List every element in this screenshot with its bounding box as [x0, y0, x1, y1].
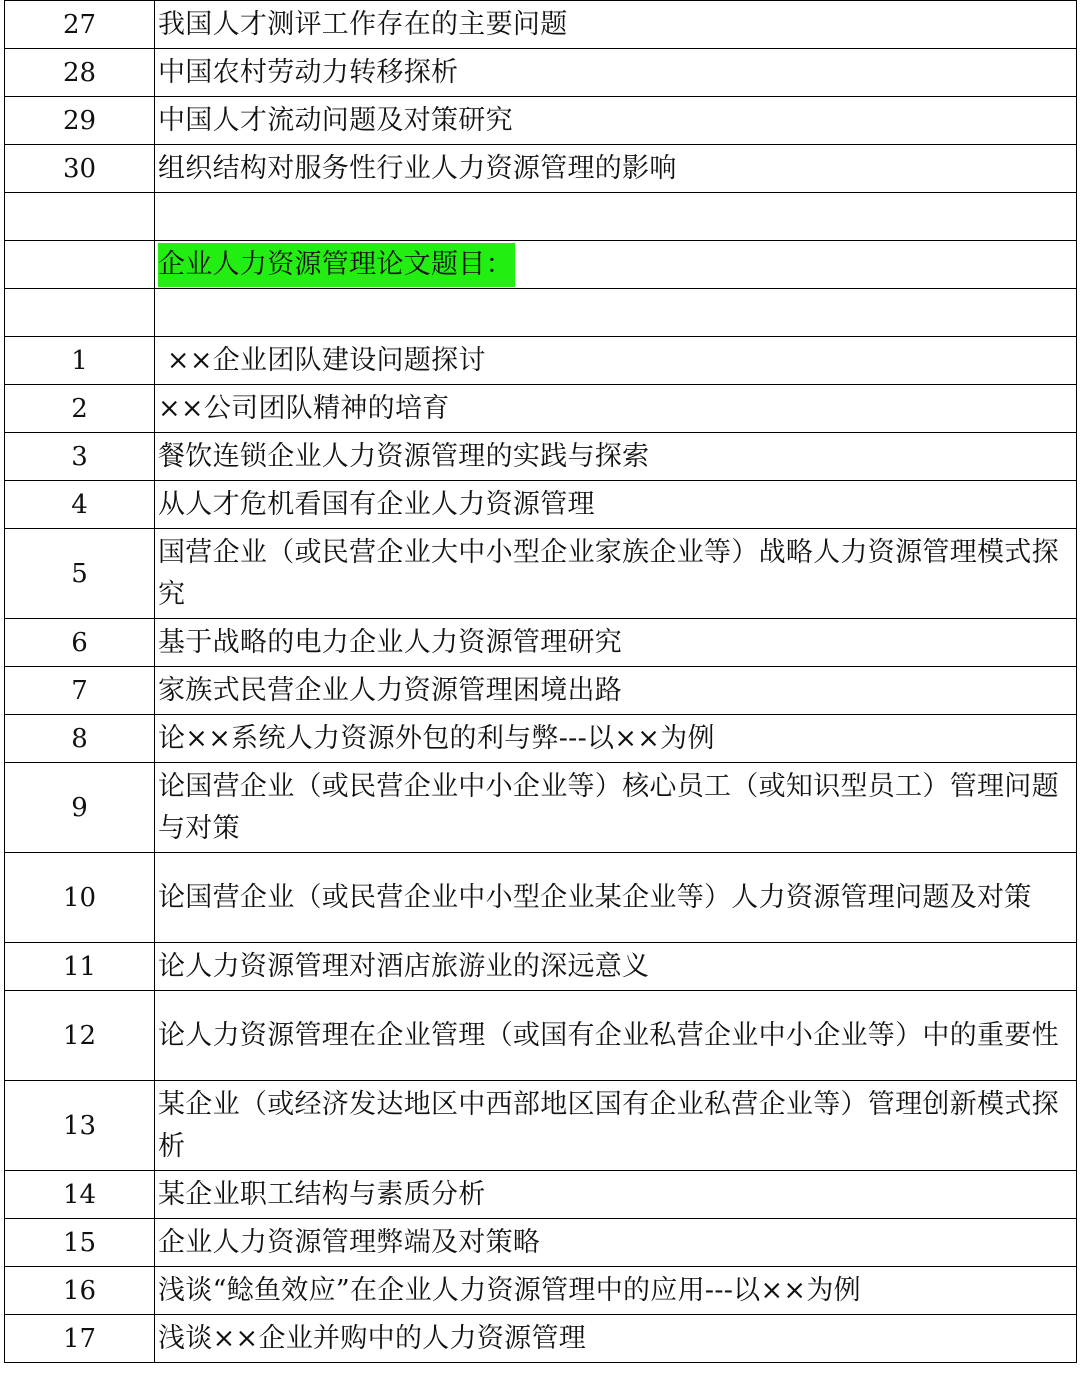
topic-title: 某企业职工结构与素质分析 — [155, 1171, 1077, 1219]
topic-title: 论人力资源管理对酒店旅游业的深远意义 — [155, 943, 1077, 991]
topic-title: 企业人力资源管理弊端及对策略 — [155, 1219, 1077, 1267]
row-number: 12 — [5, 991, 155, 1081]
table-row — [5, 529, 1077, 619]
empty-cell — [5, 289, 155, 337]
table-row — [5, 1219, 1077, 1267]
topic-title: 论人力资源管理在企业管理（或国有企业私营企业中小企业等）中的重要性 — [155, 991, 1077, 1081]
row-number: 11 — [5, 943, 155, 991]
section-heading: 企业人力资源管理论文题目： — [158, 243, 515, 287]
topic-title: 从人才危机看国有企业人力资源管理 — [155, 481, 1077, 529]
row-number: 13 — [5, 1081, 155, 1171]
table-row — [5, 49, 1077, 97]
empty-cell — [5, 241, 155, 289]
section-heading-row — [5, 241, 1077, 289]
row-number: 7 — [5, 667, 155, 715]
row-number: 10 — [5, 853, 155, 943]
topic-title: 中国农村劳动力转移探析 — [155, 49, 1077, 97]
table-row — [5, 385, 1077, 433]
row-number: 16 — [5, 1267, 155, 1315]
row-number: 30 — [5, 145, 155, 193]
table-row — [5, 433, 1077, 481]
table-row — [5, 97, 1077, 145]
table-row — [5, 715, 1077, 763]
row-number: 14 — [5, 1171, 155, 1219]
table-row — [5, 1081, 1077, 1171]
topic-title: 中国人才流动问题及对策研究 — [155, 97, 1077, 145]
empty-cell — [5, 193, 155, 241]
table-row — [5, 481, 1077, 529]
table-row — [5, 991, 1077, 1081]
topic-title: 浅谈××企业并购中的人力资源管理 — [155, 1315, 1077, 1363]
table-row — [5, 853, 1077, 943]
row-number: 2 — [5, 385, 155, 433]
topic-title: 某企业（或经济发达地区中西部地区国有企业私营企业等）管理创新模式探析 — [155, 1081, 1077, 1171]
topic-title: 论××系统人力资源外包的利与弊---以××为例 — [155, 715, 1077, 763]
empty-cell — [155, 289, 1077, 337]
row-number: 27 — [5, 1, 155, 49]
topic-title: 浅谈“鲶鱼效应”在企业人力资源管理中的应用---以××为例 — [155, 1267, 1077, 1315]
row-number: 3 — [5, 433, 155, 481]
table-row — [5, 619, 1077, 667]
topic-title: 国营企业（或民营企业大中小型企业家族企业等）战略人力资源管理模式探究 — [155, 529, 1077, 619]
table-row — [5, 1, 1077, 49]
row-number: 9 — [5, 763, 155, 853]
topic-title: 组织结构对服务性行业人力资源管理的影响 — [155, 145, 1077, 193]
empty-row — [5, 193, 1077, 241]
row-number: 28 — [5, 49, 155, 97]
row-number: 6 — [5, 619, 155, 667]
row-number: 17 — [5, 1315, 155, 1363]
empty-row — [5, 289, 1077, 337]
empty-cell — [155, 193, 1077, 241]
table-row — [5, 763, 1077, 853]
table-row — [5, 667, 1077, 715]
row-number: 4 — [5, 481, 155, 529]
table-row — [5, 1315, 1077, 1363]
topic-title: 我国人才测评工作存在的主要问题 — [155, 1, 1077, 49]
topic-title: 家族式民营企业人力资源管理困境出路 — [155, 667, 1077, 715]
table-row — [5, 145, 1077, 193]
topics-table — [4, 0, 1077, 1363]
table-row — [5, 1267, 1077, 1315]
table-row — [5, 337, 1077, 385]
row-number: 1 — [5, 337, 155, 385]
row-number: 29 — [5, 97, 155, 145]
topic-title: 餐饮连锁企业人力资源管理的实践与探索 — [155, 433, 1077, 481]
row-number: 15 — [5, 1219, 155, 1267]
topic-title: ××公司团队精神的培育 — [155, 385, 1077, 433]
row-number: 8 — [5, 715, 155, 763]
table-row — [5, 1171, 1077, 1219]
topic-title: 论国营企业（或民营企业中小型企业某企业等）人力资源管理问题及对策 — [155, 853, 1077, 943]
topic-title: ××企业团队建设问题探讨 — [155, 337, 1077, 385]
table-row — [5, 943, 1077, 991]
topic-title: 论国营企业（或民营企业中小企业等）核心员工（或知识型员工）管理问题与对策 — [155, 763, 1077, 853]
topic-title: 基于战略的电力企业人力资源管理研究 — [155, 619, 1077, 667]
row-number: 5 — [5, 529, 155, 619]
section-heading-cell — [155, 241, 1077, 289]
